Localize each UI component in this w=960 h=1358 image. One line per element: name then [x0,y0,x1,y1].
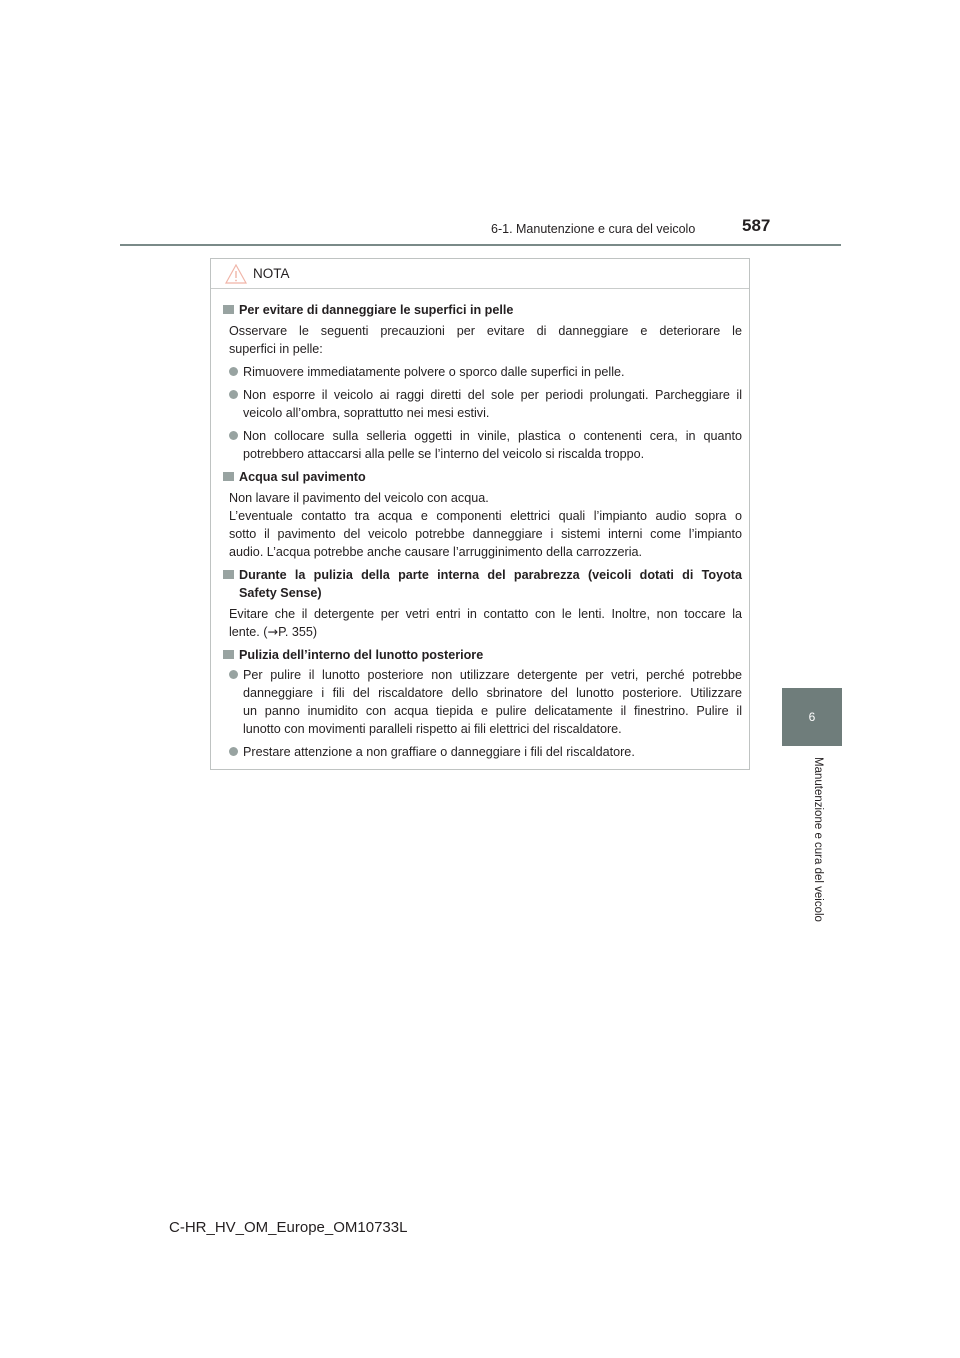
note-title: NOTA [253,266,290,281]
chapter-number: 6 [808,710,816,724]
chapter-tab [782,688,842,746]
section-title-leather: Per evitare di danneggiare le superfici in pelle [223,301,742,319]
square-bullet-icon [223,650,234,659]
bullet-sun-exposure: Non esporre il veicolo ai raggi diretti del sole per periodi prolungati. Parcheggiare il veicolo all’ombra, soprattutto nei mesi estivi. [229,386,742,422]
bullet-remove-dust: Rimuovere immediatamente polvere o sporco dalle superfici in pelle. [229,363,742,381]
page-number: 587 [742,216,771,235]
section-title-floor-water: Acqua sul pavimento [223,468,742,486]
square-bullet-icon [223,570,234,579]
section-title-rear-window: Pulizia dell’interno del lunotto posteriore [223,646,742,664]
round-bullet-icon [229,431,238,440]
document-code: C-HR_HV_OM_Europe_OM10733L [169,1219,408,1236]
square-bullet-icon [223,305,234,314]
round-bullet-icon [229,747,238,756]
page-reference[interactable]: lente. (→P. 355) [229,624,318,639]
bullet-heater-wires: Prestare attenzione a non graffiare o danneggiare i fili del riscaldatore. [229,743,742,761]
note-body [211,289,749,761]
chapter-label: Manutenzione e cura del veicolo [812,757,824,922]
round-bullet-icon [229,367,238,376]
paragraph-leather-intro: Osservare le seguenti precauzioni per evitare di danneggiare e deteriorare le superfici in pelle: [229,324,742,356]
note-header [211,259,749,289]
bullet-vinyl-objects: Non collocare sulla selleria oggetti in vinile, plastica o contenenti cera, in quanto potrebbero attaccarsi alla pelle se l’interno del veicolo si riscalda troppo. [229,427,742,463]
note-box [210,258,750,770]
paragraph-floor-water: Non lavare il pavimento del veicolo con acqua. L’eventuale contatto tra acqua e componenti elettrici quali l’impianto audio sopra o sotto il pavimento del veicolo potrebbe danneggiare i sistemi interni come l’impianto audio. L’acqua potrebbe anche causare l’arrugginimento della carrozzeria. [229,491,742,559]
round-bullet-icon [229,390,238,399]
square-bullet-icon [223,472,234,481]
warning-triangle-icon [225,264,247,284]
round-bullet-icon [229,670,238,679]
running-header-section: 6-1. Manutenzione e cura del veicolo [491,222,696,236]
reference-arrow-icon: → [267,624,279,639]
bullet-glass-cleaner: Per pulire il lunotto posteriore non utilizzare detergente per vetri, perché potrebbe danneggiare i fili del riscaldatore dello sbrinatore del lunotto posteriore. Utilizzare un panno inumidito con acqua tiepida e pulire delicatamente il finestrino. Pulire il lunotto con movimenti paralleli rispetto ai fili elettrici del riscaldatore. [229,666,742,738]
paragraph-windshield: Evitare che il detergente per vetri entri in contatto con le lenti. Inoltre, non toccare la lente. (→P. 355) [229,607,742,639]
section-title-windshield: Durante la pulizia della parte interna del parabrezza (veicoli dotati di Toyota Safety Sense) [223,566,742,602]
header-rule [120,244,841,246]
